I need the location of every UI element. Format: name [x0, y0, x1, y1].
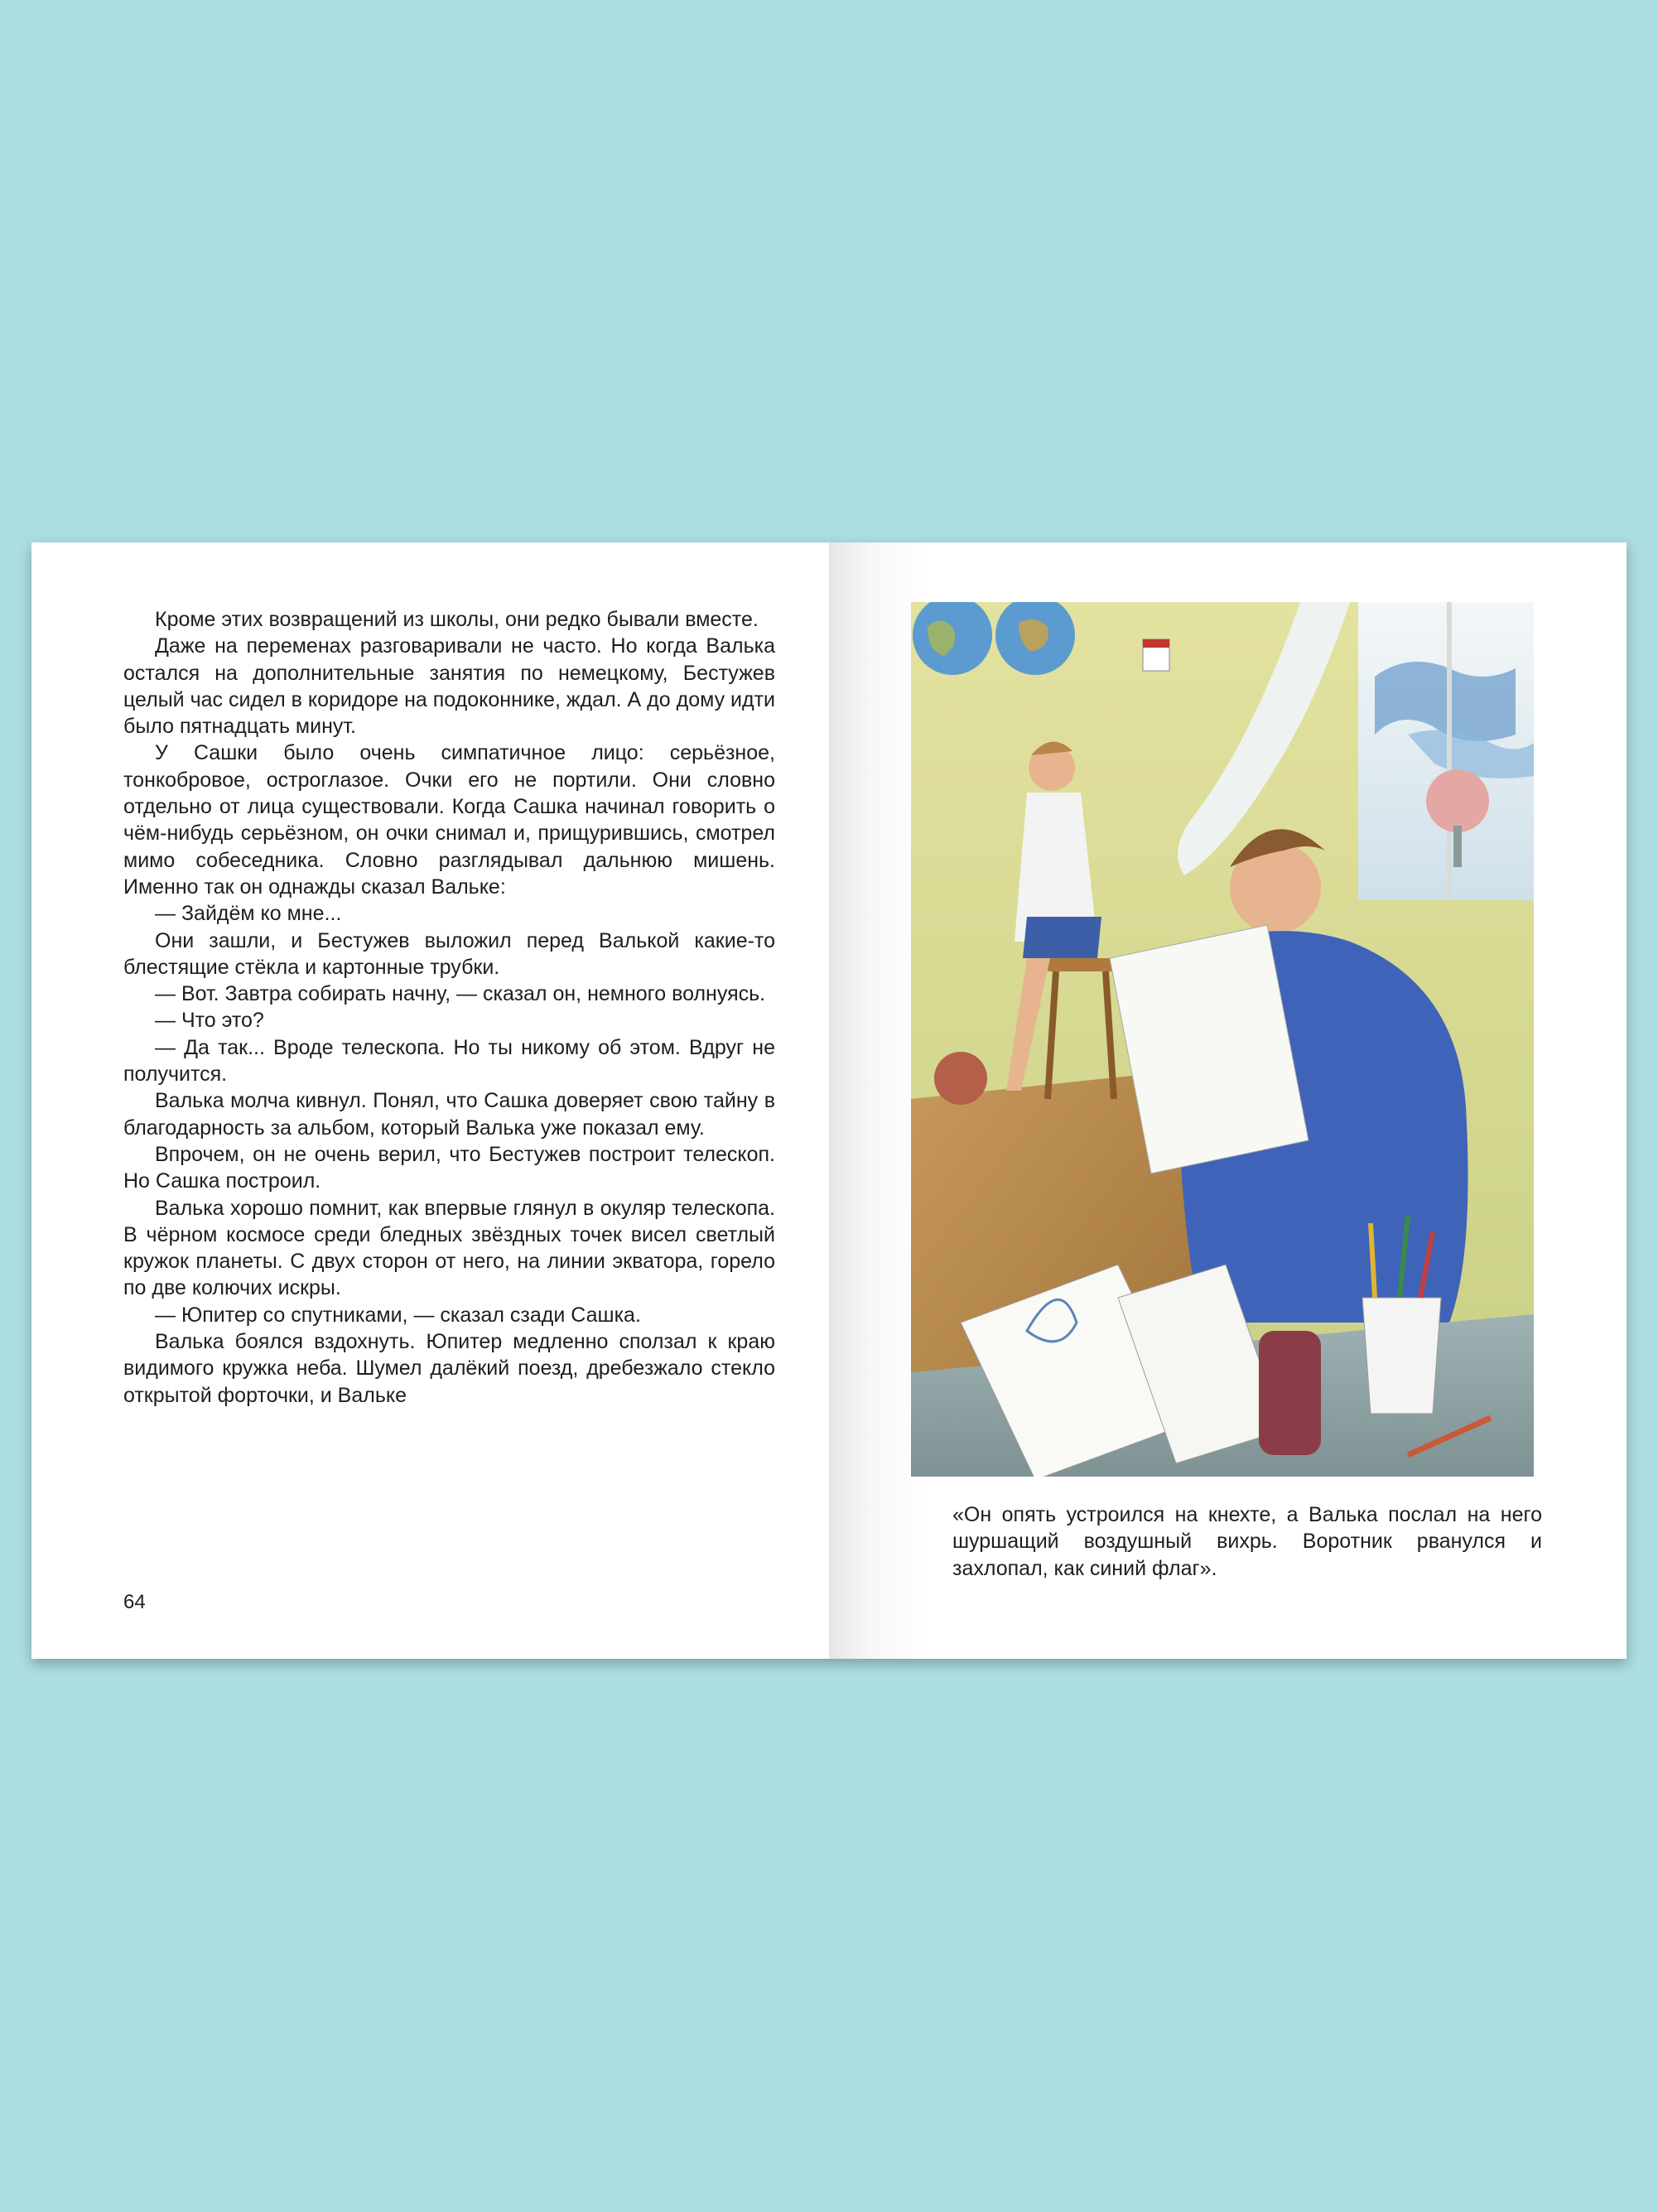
right-page	[829, 542, 1627, 1659]
paragraph: Впрочем, он не очень верил, что Бестужев построит телескоп. Но Сашка построил.	[123, 1142, 775, 1193]
illustration	[911, 602, 1534, 1477]
page-number: 64	[123, 1591, 146, 1613]
paragraph: — Юпитер со спутниками, — сказал сзади Сашка.	[155, 1303, 641, 1327]
pencil-cup	[1362, 1298, 1441, 1414]
paragraph: — Вот. Завтра собирать начну, — сказал он, немного волнуясь.	[155, 982, 766, 1006]
paragraph: Валька боялся вздохнуть. Юпитер медленно сползал к краю видимого кружка неба. Шумел далёкий поезд, дребезжало стекло открытой форточки, и Вальке	[123, 1330, 775, 1407]
paragraph: Кроме этих возвращений из школы, они редко бывали вместе.	[155, 608, 759, 631]
thermos-shape	[1259, 1331, 1321, 1455]
left-page	[31, 542, 829, 1659]
illustration-caption	[952, 1501, 1542, 1582]
paragraph: Валька молча кивнул. Понял, что Сашка доверяет свою тайну в благодарность за альбом, который Валька уже показал ему.	[123, 1089, 775, 1140]
caption-text: «Он опять устроился на кнехте, а Валька послал на него шуршащий воздушный вихрь. Воротник рванулся и захлопал, как синий флаг».	[952, 1503, 1542, 1580]
body-text	[123, 606, 775, 1409]
paragraph: Валька хорошо помнит, как впервые глянул в окуляр телескопа. В чёрном космосе среди бледных звёздных точек висел светлый кружок планеты. С двух сторон от него, на линии экватора, горело по две колючих искры.	[123, 1196, 775, 1300]
lamp-shape	[1426, 769, 1489, 832]
paragraph: У Сашки было очень симпатичное лицо: серьёзное, тонкобровое, остроглазое. Очки его не портили. Они словно отдельно от лица существовали. Когда Сашка начинал говорить о чём-нибудь серьёзном, он очки снимал и, прищурившись, смотрел мимо собеседника. Словно разглядывал дальнюю мишень. Именно так он однажды сказал Вальке:	[123, 741, 775, 899]
stool-shape	[1043, 958, 1118, 971]
book-spread	[31, 542, 1627, 1659]
ball-shape	[934, 1052, 987, 1105]
paragraph: — Зайдём ко мне...	[155, 902, 342, 926]
paragraph: Они зашли, и Бестужев выложил перед Валькой какие-то блестящие стёкла и картонные трубки.	[123, 928, 775, 979]
paragraph: Даже на переменах разговаривали не часто. Но когда Валька остался на дополнительные занятия по немецкому, Бестужев целый час сидел в коридоре на подоконнике, ждал. А до дому идти было пятнадцать минут.	[123, 634, 775, 739]
paragraph: — Что это?	[155, 1009, 264, 1033]
paragraph: — Да так... Вроде телескопа. Но ты никому об этом. Вдруг не получится.	[123, 1035, 775, 1087]
